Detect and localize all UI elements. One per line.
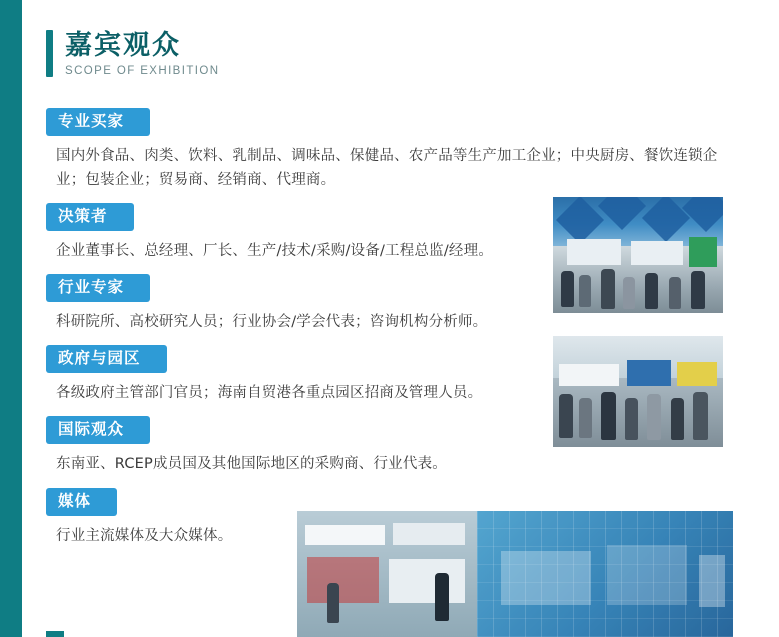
section-international-visitors: [46, 416, 566, 477]
photo-person: [327, 583, 339, 623]
section-tag: 专业买家: [46, 108, 150, 136]
section-body: 东南亚、RCEP成员国及其他国际地区的采购商、行业代表。: [56, 456, 447, 473]
photo-left-scene: [297, 511, 477, 637]
section-professional-buyers: [46, 108, 746, 192]
section-tag: 政府与园区: [46, 345, 167, 373]
left-accent-rail: [0, 0, 22, 637]
section-tag: 行业专家: [46, 274, 150, 302]
section-body: 企业董事长、总经理、厂长、生产/技术/采购/设备/工程总监/经理。: [56, 243, 494, 260]
photo-banner: [567, 239, 621, 265]
title-chinese: 嘉宾观众: [65, 30, 181, 61]
photo-person: [625, 398, 638, 440]
exhibition-booth-photo: [553, 197, 723, 313]
section-body: 行业主流媒体及大众媒体。: [56, 528, 233, 545]
photo-person: [561, 271, 574, 307]
photo-person: [645, 273, 658, 309]
photo-booth: [501, 551, 591, 605]
section-decision-makers: [46, 203, 546, 264]
section-body: 科研院所、高校研究人员；行业协会/学会代表；咨询机构分析师。: [56, 314, 488, 331]
section-body: 各级政府主管部门官员；海南自贸港各重点园区招商及管理人员。: [56, 385, 483, 402]
photo-person: [579, 275, 591, 307]
photo-banner: [305, 525, 385, 545]
photo-person: [601, 392, 616, 440]
photo-booth: [699, 555, 725, 607]
title-accent-bar: [46, 30, 53, 77]
photo-booth: [307, 557, 379, 603]
photo-banner: [627, 360, 671, 386]
page-title: [46, 30, 219, 77]
section-tag: 决策者: [46, 203, 134, 231]
photo-booth: [389, 559, 465, 603]
section-tag: 国际观众: [46, 416, 150, 444]
photo-person: [559, 394, 573, 438]
photo-banner: [677, 362, 717, 386]
photo-person: [623, 277, 635, 309]
photo-booth: [607, 545, 687, 605]
photo-person: [693, 392, 708, 440]
photo-banner: [559, 364, 619, 386]
section-body: 国内外食品、肉类、饮料、乳制品、调味品、保健品、农产品等生产加工企业；中央厨房、餐饮连锁企业；包装企业；贸易商、经销商、代理商。: [56, 148, 718, 188]
photo-person: [671, 398, 684, 440]
photo-right-scene: [477, 511, 733, 637]
bottom-accent-tick: [46, 631, 64, 637]
section-industry-experts: [46, 274, 546, 335]
exhibition-hall-wide-photo: [297, 511, 733, 637]
content-area: [22, 0, 779, 637]
photo-person: [601, 269, 615, 309]
section-tag: 媒体: [46, 488, 117, 516]
photo-banner: [689, 237, 717, 267]
photo-person: [669, 277, 681, 309]
section-government-parks: [46, 345, 546, 406]
photo-person: [691, 271, 705, 309]
photo-banner: [631, 241, 683, 265]
title-texts: [65, 30, 219, 77]
title-english: SCOPE OF EXHIBITION: [65, 65, 220, 78]
photo-person: [435, 573, 449, 621]
photo-person: [579, 398, 592, 438]
photo-person: [647, 394, 661, 440]
photo-banner: [393, 523, 465, 545]
exhibition-crowd-photo: [553, 336, 723, 447]
